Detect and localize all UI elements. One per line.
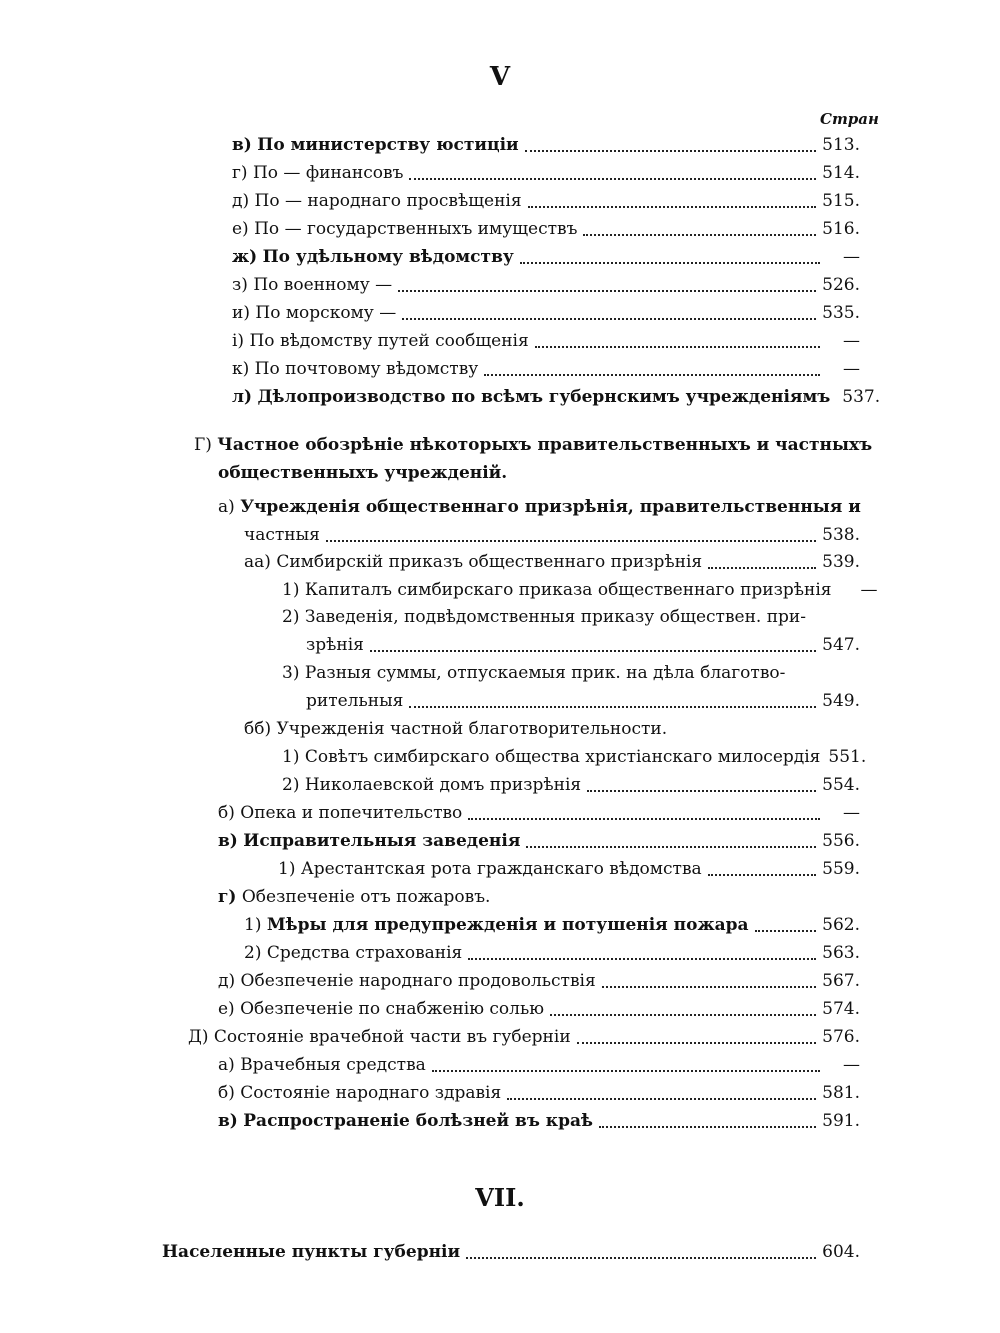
entry-text: По военному — — [253, 275, 393, 295]
toc-entry-a-line2[interactable] — [244, 523, 860, 549]
entry-page: 567. — [822, 971, 860, 991]
toc-entry[interactable] — [278, 857, 860, 883]
entry-text: Обезпеченіе отъ пожаровъ. — [241, 887, 491, 907]
toc-entry[interactable] — [244, 913, 860, 939]
entry-label: б) — [218, 1083, 235, 1103]
leader-dots — [587, 790, 816, 792]
leader-dots — [432, 1070, 820, 1072]
toc-entry[interactable] — [282, 773, 860, 799]
section-label: Д) — [188, 1027, 209, 1047]
toc-entry-aa3-line1[interactable] — [282, 661, 785, 685]
entry-page: 562. — [822, 915, 860, 935]
entry-page: — — [860, 580, 878, 600]
entry-text: Состояніе народнаго здравія — [240, 1083, 502, 1103]
entry-page: 539. — [822, 552, 860, 572]
page-number: V — [489, 62, 511, 92]
toc-entry[interactable] — [232, 217, 860, 243]
entry-text: Обезпеченіе народнаго продовольствія — [240, 971, 596, 991]
entry-page: — — [843, 247, 860, 267]
leader-dots — [535, 346, 820, 348]
entry-text: Средства страхованія — [266, 943, 463, 963]
leader-dots — [550, 1014, 816, 1016]
section-title-line1: Частное обозрѣніе нѣкоторыхъ правительственныхъ и частныхъ — [217, 435, 873, 455]
toc-entry[interactable] — [232, 161, 860, 187]
entry-text: Обезпеченіе по снабженію солью — [240, 999, 545, 1019]
toc-entry[interactable] — [232, 301, 860, 327]
entry-text: Опека и попечительство — [240, 803, 463, 823]
entry-page: — — [843, 359, 860, 379]
entry-text: Учрежденія частной благотворительности. — [276, 719, 668, 739]
entry-label: в) — [232, 135, 252, 155]
entry-text: По министерству юстиціи — [257, 135, 519, 155]
leader-dots — [326, 540, 816, 542]
entry-text: По почтовому вѣдомству — [254, 359, 479, 379]
entry-text: Населенные пункты губерніи — [162, 1242, 461, 1262]
entry-text: По — финансовъ — [252, 163, 404, 183]
toc-entry[interactable] — [232, 329, 860, 355]
entry-text: Николаевской домъ призрѣнія — [304, 775, 582, 795]
toc-entry[interactable] — [218, 1053, 860, 1079]
entry-text: Симбирскій приказъ общественнаго призрѣнія — [276, 552, 703, 572]
toc-entry[interactable] — [218, 1109, 860, 1135]
entry-text: Капиталъ симбирскаго приказа общественнаго призрѣнія — [304, 580, 832, 600]
toc-entry-a-line1[interactable] — [218, 495, 861, 519]
toc-entry[interactable] — [232, 357, 860, 383]
entry-page: 563. — [822, 943, 860, 963]
leader-dots — [577, 1042, 816, 1044]
entry-label: 1) — [278, 859, 296, 879]
leader-dots — [370, 650, 816, 652]
entry-page: 515. — [822, 191, 860, 211]
toc-entry-bb[interactable] — [244, 717, 667, 741]
entry-text: Заведенія, подвѣдомственныя приказу обществен. при- — [304, 607, 807, 627]
entry-text: Врачебныя средства — [240, 1055, 426, 1075]
entry-page: 537. — [842, 387, 881, 407]
entry-label: д) — [232, 191, 250, 211]
toc-entry[interactable] — [232, 189, 860, 215]
leader-dots — [708, 567, 816, 569]
entry-page: 576. — [822, 1027, 860, 1047]
leader-dots — [468, 818, 820, 820]
entry-label: б) — [218, 803, 235, 823]
entry-text: Исправительныя заведенія — [243, 831, 521, 851]
entry-label: бб) — [244, 719, 272, 739]
leader-dots — [526, 846, 816, 848]
toc-entry[interactable] — [232, 385, 881, 411]
entry-page: 554. — [822, 775, 860, 795]
entry-page: 604. — [822, 1242, 860, 1262]
leader-dots — [599, 1126, 816, 1128]
toc-entry[interactable] — [282, 578, 878, 604]
toc-entry-g[interactable] — [218, 885, 490, 909]
entry-text: рительныя — [306, 691, 404, 711]
toc-entry[interactable] — [244, 941, 860, 967]
entry-page: 514. — [822, 163, 860, 183]
entry-page: 538. — [822, 525, 860, 545]
toc-entry-aa3-line2[interactable] — [306, 689, 860, 715]
entry-label: 2) — [244, 943, 262, 963]
entry-page: 535. — [822, 303, 860, 323]
entry-label: 1) — [282, 747, 300, 767]
entry-label: і) — [232, 331, 245, 351]
leader-dots — [398, 290, 816, 292]
entry-text: Учрежденія общественнаго призрѣнія, правительственныя и — [240, 497, 861, 517]
entry-label: е) — [232, 219, 249, 239]
entry-label: а) — [218, 497, 235, 517]
entry-text: Арестантская рота гражданскаго вѣдомства — [300, 859, 702, 879]
leader-dots — [708, 874, 816, 876]
entry-page: 547. — [822, 635, 860, 655]
entry-label: г) — [218, 887, 237, 907]
entry-label: г) — [232, 163, 248, 183]
toc-entry[interactable] — [232, 273, 860, 299]
toc-entry[interactable] — [218, 1081, 860, 1107]
entry-page: 526. — [822, 275, 860, 295]
entry-label: 3) — [282, 663, 300, 683]
leader-dots — [409, 178, 816, 180]
entry-label: аа) — [244, 552, 271, 572]
entry-label: д) — [218, 971, 236, 991]
entry-page: 551. — [828, 747, 867, 767]
entry-text: зрѣнія — [306, 635, 364, 655]
section-label: Г) — [194, 435, 212, 455]
entry-text: Распространеніе болѣзней въ краѣ — [243, 1111, 593, 1131]
entry-label: 2) — [282, 775, 300, 795]
entry-text: По — государственныхъ имуществъ — [254, 219, 578, 239]
leader-dots — [468, 958, 816, 960]
entry-label: к) — [232, 359, 250, 379]
entry-label: в) — [218, 1111, 238, 1131]
entry-label: 1) — [282, 580, 300, 600]
entry-text: Дѣлопроизводство по всѣмъ губернскимъ учрежденіямъ — [257, 387, 831, 407]
entry-page: — — [843, 1055, 860, 1075]
entry-page: — — [843, 803, 860, 823]
toc-entry[interactable] — [218, 997, 860, 1023]
entry-page: 574. — [822, 999, 860, 1019]
toc-entry[interactable] — [232, 245, 860, 271]
toc-entry-section-d[interactable] — [188, 1025, 860, 1051]
leader-dots — [528, 206, 817, 208]
entry-text: По вѣдомству путей сообщенія — [249, 331, 529, 351]
entry-page: 591. — [822, 1111, 860, 1131]
entry-label: в) — [218, 831, 238, 851]
entry-page: 559. — [822, 859, 860, 879]
leader-dots — [525, 150, 817, 152]
entry-text: По удѣльному вѣдомству — [262, 247, 514, 267]
page-column-label: Стран — [820, 110, 879, 128]
entry-label: л) — [232, 387, 253, 407]
entry-page: — — [843, 331, 860, 351]
entry-page: 513. — [822, 135, 860, 155]
entry-page: 556. — [822, 831, 860, 851]
section-g-heading[interactable] — [194, 433, 872, 457]
toc-entry[interactable] — [218, 829, 860, 855]
entry-text: частныя — [244, 525, 320, 545]
toc-entry[interactable] — [282, 745, 867, 771]
entry-label: 2) — [282, 607, 300, 627]
entry-text: Мѣры для предупрежденія и потушенія пожара — [266, 915, 749, 935]
entry-text: По — народнаго просвѣщенія — [254, 191, 522, 211]
leader-dots — [402, 318, 816, 320]
toc-entry-section-vii[interactable] — [162, 1240, 860, 1266]
entry-page: 581. — [822, 1083, 860, 1103]
toc-entry[interactable] — [232, 133, 860, 159]
entry-label: е) — [218, 999, 235, 1019]
leader-dots — [507, 1098, 816, 1100]
toc-entry[interactable] — [244, 550, 860, 576]
leader-dots — [755, 930, 817, 932]
entry-label: и) — [232, 303, 250, 323]
section-title-line2: общественныхъ учрежденій. — [218, 463, 508, 483]
leader-dots — [466, 1257, 816, 1259]
leader-dots — [583, 234, 816, 236]
entry-label: з) — [232, 275, 248, 295]
toc-entry[interactable] — [218, 969, 860, 995]
entry-text: Состояніе врачебной части въ губерніи — [213, 1027, 571, 1047]
entry-page: 516. — [822, 219, 860, 239]
section-vii-heading: VII. — [475, 1183, 525, 1212]
entry-label: 1) — [244, 915, 262, 935]
toc-entry[interactable] — [218, 801, 860, 827]
toc-entry-aa2-line2[interactable] — [306, 633, 860, 659]
leader-dots — [520, 262, 820, 264]
entry-page: 549. — [822, 691, 860, 711]
leader-dots — [484, 374, 820, 376]
entry-text: По морскому — — [255, 303, 397, 323]
entry-text: Разныя суммы, отпускаемыя прик. на дѣла благотво- — [304, 663, 786, 683]
entry-text: Совѣтъ симбирскаго общества христіанскаго милосердія — [304, 747, 821, 767]
entry-label: ж) — [232, 247, 258, 267]
toc-entry-aa2-line1[interactable] — [282, 605, 806, 629]
leader-dots — [409, 706, 816, 708]
entry-label: а) — [218, 1055, 235, 1075]
leader-dots — [602, 986, 816, 988]
